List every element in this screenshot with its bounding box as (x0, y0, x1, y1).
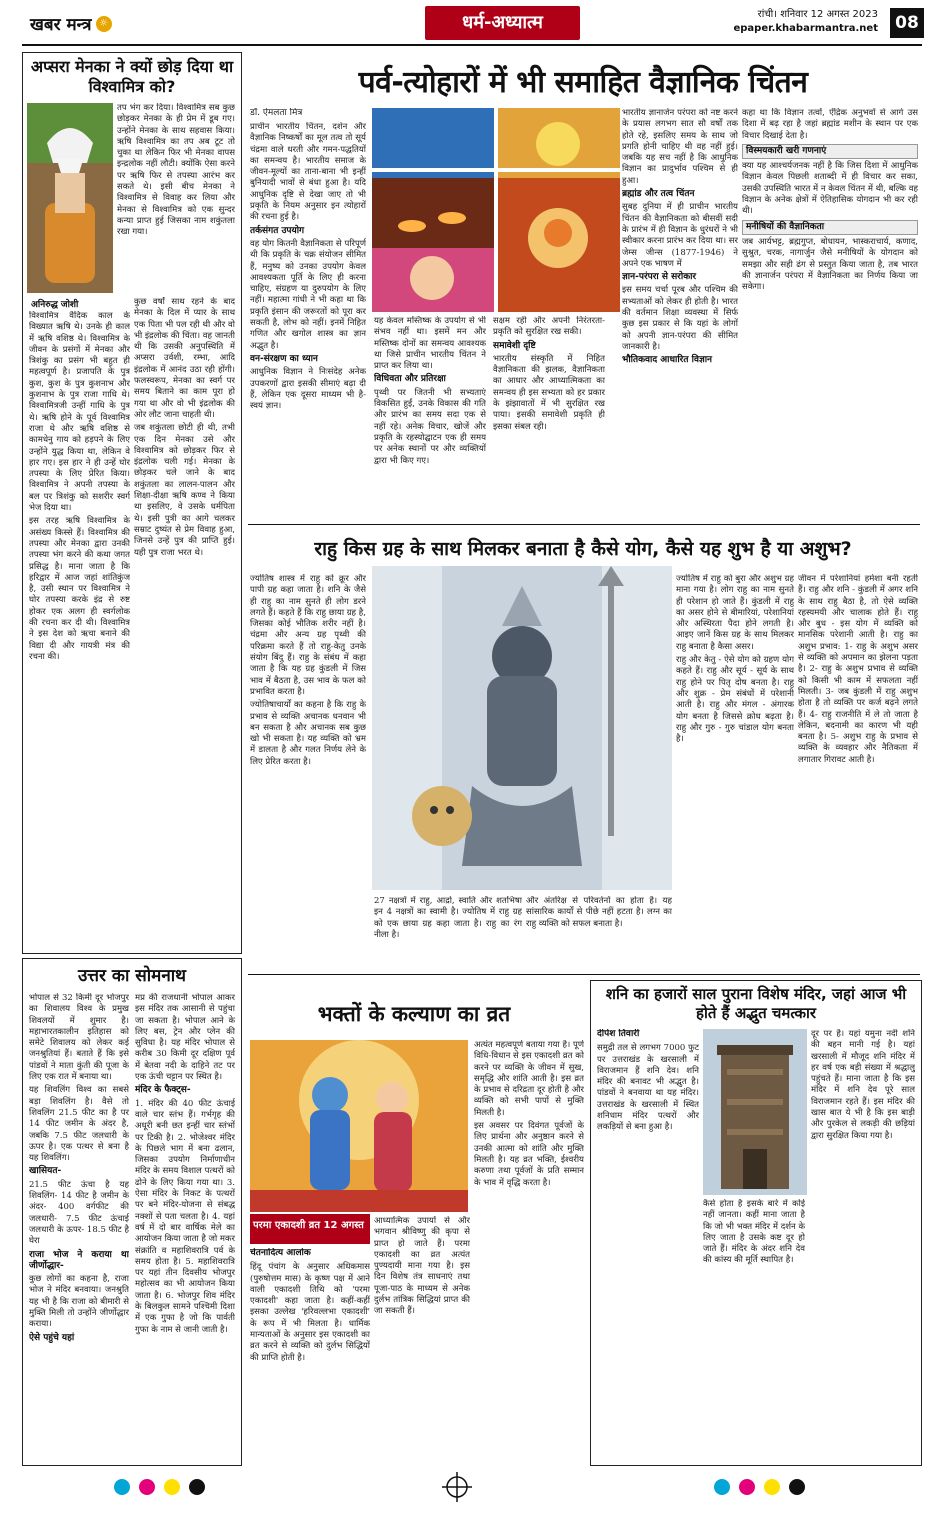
date-text: रांची। शनिवार 12 अगस्त 2023 (757, 9, 878, 20)
vigyan-col6-text: इस समय चर्चा पूरब और पश्चिम की सभ्यताओं को लेकर ही होती है। भारत की वर्तमान शिक्षा व्यवस्था में सिर्फ कुछ इस प्रकार से कि यहां के लोगों को अपनी ज्ञान-परंपरा की सीमित जानकारी है। (622, 285, 738, 352)
vigyan-sub5: ज्ञान-परंपरा से सरोकार (622, 272, 697, 283)
vigyan-col-5 (742, 108, 918, 518)
section-rule-2 (248, 974, 920, 975)
somnath-text1: भोपाल से 32 किमी दूर भोजपुर का शिवालय विश्व के प्रमुख शिवलयों में शुमार है। महाभारतकालीन इतिहास को समेटे शिवालय को लेकर कई जनश्रुतियां हैं। बताते हैं कि इसे पांडवों ने माता कुंती की पूजा के लिए एक रात में बनाया था। (29, 993, 129, 1083)
ekadashi-caption: परमा एकादशी व्रत 12 अगस्त (250, 1214, 370, 1244)
somnath-text3: 21.5 फीट ऊंचा है यह शिवलिंग- 14 फीट है जमीन के अंदर- 400 वर्गफीट की जलधारी- 7.5 फीट ऊंचाई जलधारी के ऊपर- 18.5 फीट है घेरा (29, 1179, 129, 1247)
vigyan-col11-text: जब आर्यभट्ट, ब्रह्मगुप्त, बोधायन, भास्कराचार्य, कणाद, सुश्रुत, चरक, नागार्जुन जैसे मनीषियों के योगदान को समझा और सही ढंग से प्रस्तुत किया जाता है, तब भारत की ज्ञानार्जन परंपरा में वैज्ञानिकता का निर्णय किया जा सकेगा। (742, 236, 918, 293)
dateline (700, 8, 878, 36)
vigyan-sub7: ब्रह्मांड और तत्व चिंतन (622, 189, 695, 200)
menka-title: अप्सरा मेनका ने क्यों छोड़ दिया था विश्वामित्र को? (30, 57, 234, 96)
vigyan-col-2 (374, 316, 486, 518)
menka-col-top (117, 103, 235, 293)
rishi-vishwamitra-illustration (27, 103, 113, 293)
rahu-col-1 (250, 574, 366, 892)
menka-author: अनिरुद्ध जोशी (31, 300, 79, 310)
vigyan-sub4: समावेशी दृष्टि (493, 340, 536, 351)
ekadashi-col4-text: इस अवसर पर दिवंगत पूर्वजों के लिए प्रार्थना और अनुष्ठान करने से उनकी आत्मा को शांति और मुक्ति मिलती है। यह व्रत भक्ति, ईश्वरीय करुणा तथा पूर्वजों के प्रति सम्मान के भाव में वृद्धि करता है। (474, 1121, 584, 1188)
rahu-col1-text: ज्योतिष शास्त्र में राहु को क्रूर और पापी ग्रह कहा जाता है। शनि के जैसे ही राहु का नाम सुनते ही लोग डरने लगते हैं। कहते हैं कि राहु छाया ग्रह है, जिसका कोई भौतिक शरीर नहीं है। चंद्रमा और अन्य ग्रह पृथ्वी की परिक्रमा करते हैं तो राहु-केतु उनके संयोग बिंदु हैं। राहु के संबंध में कहा जाता है कि यह ग्रह कुंडली में जिस भाव में बैठता है, उस भाव के फल को प्रभावित करता है। (250, 574, 366, 697)
vigyan-para1: प्राचीन भारतीय चिंतन, दर्शन और वैज्ञानिक निष्कर्षों का मूल तत्व तो सूर्य चंद्रमा वाले धरती और गमन-पद्धतियों का समन्वय है। भारतीय समाज के जीवन-मूल्यों का ताना-बाना भी इन्हीं बुनियादी भावों से बंधा हुआ है। यदि आधुनिक दृष्टि से देखा जाए तो भी प्रकृति के नियम अनुसार इन त्योहारों की रचना हुई है। (250, 122, 366, 223)
somnath-text2: यह शिवलिंग विश्व का सबसे बड़ा शिवलिंग है। वैसे तो शिवलिंग 21.5 फीट का है पर 14 फीट जमीन के अंदर है, जबकि 7.5 फीट जलधारी के ऊपर है। एक पत्थर से बना है यह शिवलिंग। (29, 1085, 129, 1164)
ekadashi-col-2 (374, 1216, 470, 1464)
vigyan-para2: वह योग कितनी वैज्ञानिकता से परिपूर्ण थी कि प्रकृति के चक्र संयोजन सीमित हैं, मनुष्य को उनका उपयोग केवल आवश्यकता पूर्ति के लिए ही करना चाहिए, संग्रहण या दुरुपयोग के लिए नहीं। महात्मा गांधी ने भी कहा था कि प्रकृति इंसान की जरूरतों को पूरा कर सकती है, लोभ को नहीं। इनमें निहित गणित और खगोल शास्त्र का ज्ञान अद्भुत है। (250, 238, 366, 351)
header-rule (22, 44, 922, 46)
shani-article (590, 980, 922, 1466)
somnath-title: उत्तर का सोमनाथ (29, 963, 235, 986)
rahu-col-4 (798, 574, 918, 970)
ekadashi-col2-text: आध्यात्मिक उपायों से और भगवान श्रीविष्णु की कृपा से प्राप्त हो जाते हैं। परमा एकादशी का व्रत अत्यंत पुण्यदायी माना गया है। इस दिन विशेष तंत्र साधनाएं तथा पूजा-पाठ के माध्यम से अनेक दुर्लभ तांत्रिक सिद्धियां प्राप्त की जा सकती हैं। (374, 1216, 470, 1317)
vigyan-author: डॉ. ऐमलता मित्र (250, 108, 303, 118)
somnath-text5: मप्र की राजधानी भोपाल आकर इस मंदिर तक आसानी से पहुंचा जा सकता है। भोपाल आने के लिए बस, ट्रेन और प्लेन की सुविधा है। यह मंदिर भोपाल से करीब 30 किमी दूर दक्षिण पूर्व में बेतवा नदी के दाहिने तट पर एक ऊंची चट्टान पर स्थित है। (135, 993, 235, 1083)
vigyan-para3: आधुनिक विज्ञान ने निःसंदेह अनेक उपकरणों द्वारा इसकी सीमाएं बढ़ा दी हैं, लेकिन एक दूसरा माध्यम भी है- स्वयं ज्ञान। (250, 367, 366, 412)
shani-col2-text: कैसे होता है इसके बारे में कोई नहीं जानता। कहीं माना जाता है कि जो भी भक्त मंदिर में दर्शन के लिए जाता है उसके कष्ट दूर हो जाते हैं। मंदिर के अंदर शनि देव की कांस्य की मूर्ति स्थापित है। (703, 1199, 805, 1266)
menka-para4: कुछ वर्षों साथ रहने के बाद मेनका के दिल में प्यार के साथ एक पिता भी पल रही थी और वो भी इंद्रलोक की चिंता। वह जानती थी कि उसकी अनुपस्थिति में अप्सरा उर्वशी, रम्भा, आदि इंद्रलोक में आनंद उठा रही होंगी। फलस्वरूप, मेनका का स्वर्ग पर समय बिताने का काम पूरा हो गया था और वो भी इंद्रलोक की ओर लौट जाना चाहती थी। (134, 297, 235, 420)
vigyan-col-3 (493, 316, 605, 518)
vigyan-sub6: भौतिकवाद आधारित विज्ञान (622, 355, 713, 366)
somnath-text4: कुछ लोगों का कहना है, राजा भोज ने मंदिर बनवाया। जनश्रुति यह भी है कि राजा को बीमारी से मुक्ति मिली तो उन्होंने जीर्णोद्धार कराया। (29, 1274, 129, 1330)
page-header (0, 0, 945, 44)
somnath-facts: 1. मंदिर की 40 फीट ऊंचाई वाले चार स्तंभ हैं। गर्भगृह की अधूरी बनी छत इन्हीं चार स्तंभों पर टिकी है। 2. भोजेश्वर मंदिर के पिछले भाग में बना ढलान, जिसका उपयोग निर्माणाधीन मंदिर के समय विशाल पत्थरों को ढोने के लिए किया गया था। 3. ऐसा मंदिर के निकट के पत्थरों पर बने मंदिर-योजना से संबद्ध नक्शों से पता चलता है। 4. यहां वर्ष में दो बार वार्षिक मेले का आयोजन किया जाता है जो मकर संक्रांति व महाशिवरात्रि पर्व के समय होता है। 5. महाशिवरात्रि पर यहां तीन दिवसीय भोजपुर महोत्सव का भी आयोजन किया जाता है। 6. भोजपुर शिव मंदिर के बिलकुल सामने पश्चिमी दिशा में एक गुफा है जो कि पार्वती गुफा के नाम से जानी जाती है। (135, 1098, 235, 1335)
shani-col3-text: दूर पर है। यहां यमुना नदी शनि की बहन मानी गई है। यहां खरसाली में मौजूद शनि मंदिर में हर वर्ष एक बड़ी संख्या में श्रद्धालु पहुंचते हैं। माना जाता है कि इस मंदिर में शनि देव पूरे साल विराजमान रहते हैं। इस मंदिर की खास बात ये भी है कि इस बाड़ी और पुरकेल से लकड़ी की छड़ियां द्वारा सुरक्षित किया गया है। (811, 1029, 915, 1141)
shani-author: दीपेश तिवारी (597, 1029, 640, 1039)
shani-col-2 (703, 1199, 805, 1459)
vigyan-col2-text: यह केवल मस्तिष्क के उपयोग से भी संभव नहीं था। इसमें मन और मस्तिष्क दोनों का समन्वय आवश्यक था जिसे प्राचीन भारतीय चिंतन ने प्राप्त कर लिया था। (374, 316, 486, 372)
somnath-subhead-reach: ऐसे पहुंचे यहां (29, 1332, 75, 1343)
print-registration-marks (22, 1472, 922, 1502)
vigyan-col-4 (622, 108, 738, 518)
menka-article (22, 52, 242, 954)
vigyan-sub8: विस्मयकारी खरी गणनाएं (742, 144, 918, 159)
rahu-col-3 (676, 574, 794, 892)
section-rule-1 (248, 524, 920, 525)
rahu-bottom2-text: और अंतरिक्ष से परिवर्तनों का होता है। यह सांसारिक कार्यों से पीछे नहीं हटता है। लग्न का राहु व्यक्ति को सफल बनाता है। (526, 896, 672, 929)
rahu-col3-text: ज्योतिष में राहु को बुरा और अशुभ ग्रह माना गया है। लोग राहु का नाम सुनते ही परेशान हो जाते हैं। कुंडली में राहु का असर होने से बीमारियां, परेशानियां और अस्थिरता पैदा होने लगती है। आइए जानें किस ग्रह के साथ मिलकर राहु बनाता है कैसा असर। (676, 574, 794, 652)
vigyan-col5-text: भारतीय संस्कृति में निहित वैज्ञानिकता की झलक, वैज्ञानिकता का आधार और आध्यात्मिकता का समन्वय ही इस सभ्यता को हर प्रकार के झंझावातों में भी सुरक्षित रख पाया। इसकी समावेशी प्रकृति ही इसका संबल रही। (493, 353, 605, 432)
menka-col-left (29, 311, 130, 947)
shani-temple-image (703, 1029, 807, 1195)
vigyan-col7-text: भारतीय ज्ञानार्जन परंपरा को नष्ट करने के प्रयास लगभग सात सौ वर्षों तक होते रहे, इसलिए समय के साथ जो प्रगति होनी चाहिए थी वह नहीं हुई। जबकि यह सच नहीं है कि आधुनिक विज्ञान का प्रादुर्भाव पश्चिम से ही हुआ। (622, 108, 738, 186)
vigyan-col9-text: कहा था कि विज्ञान तत्वों, ऐंद्रिक अनुभवों से आगे उस दिशा में बढ़ रहा है जहां ब्रह्मांड मशीन के स्थान पर एक विचार दिखाई देता है। (742, 108, 918, 141)
vigyan-col3-text: पृथ्वी पर जितनी भी सभ्यताएं विकसित हुईं, उनके विकास की गति और प्रारंभ का समय सदा एक से नहीं रहे। अनेक विचार, खोजें और प्रकृति के रहस्योद्घाटन एक ही समय पर अनेक स्थानों पर और व्यक्तियों द्वारा भी किए गए। (374, 387, 486, 466)
ekadashi-col1-text: हिंदू पंचांग के अनुसार अधिकमास (पुरुषोत्तम मास) के कृष्ण पक्ष में आने वाली एकादशी तिथि को 'परमा एकादशी' कहा जाता है। कहीं-कहीं इसका उल्लेख 'हरिवल्लभा एकादशी' के रूप में भी मिलता है। धार्मिक मान्यताओं के अनुसार इस एकादशी का व्रत करने से व्यक्ति को दुर्लभ सिद्धियों की प्राप्ति होती है। (250, 1262, 370, 1363)
festival-collage-image (372, 108, 620, 312)
logo-text: खबर मन्त्र (30, 15, 92, 35)
somnath-article (22, 958, 242, 1466)
vigyan-sub3: विधिवता और प्रतिरक्षा (374, 374, 446, 385)
shani-col-3 (811, 1029, 915, 1459)
somnath-subhead-bhoj: राजा भोज ने कराया था जीर्णोद्धार- (29, 1249, 129, 1271)
somnath-col-right (135, 993, 235, 1459)
vigyan-sub1: तर्कसंगत उपयोग (250, 225, 305, 236)
rahu-bottom-2 (526, 896, 672, 968)
menka-para5: जब शकुंतला छोटी ही थी, तभी एक दिन मेनका उसे और विश्वामित्र को छोड़कर फिर से इंद्रलोक चली गई। मेनका के छोड़कर चले जाने के बाद शकुंतला का लालन-पालन और शिक्षा-दीक्षा ऋषि कण्व ने किया था इसलिए, वे उसके धर्मपिता थे। इसी पुत्री का आगे चलकर सम्राट दुष्यंत से प्रेम विवाह हुआ, जिनसे उन्हें पुत्र की प्राप्ति हुई। यही पुत्र राजा भरत थे। (134, 423, 235, 558)
rahu-headline: राहु किस ग्रह के साथ मिलकर बनाता है कैसे योग, कैसे यह शुभ है या अशुभ? (314, 538, 852, 560)
vigyan-col8-text: सुबह दुनिया में ही प्राचीन भारतीय चिंतन की वैज्ञानिकता को बीसवीं सदी के प्रारंभ में ही विज्ञान के धुरंधरों ने भी स्वीकार करना प्रारंभ कर दिया था। सर जेम्स जीन्स (1877-1946) ने अपने एक भाषण में (622, 202, 738, 269)
vigyan-col4-text: सक्षम रही और अपनी निरंतरता-प्रकृति को सुरक्षित रख सकी। (493, 316, 605, 338)
menka-para2: इस तरह ऋषि विश्वामित्र के असंख्य किस्से हैं। विश्वामित्र की तपस्या और मेनका द्वारा उनकी तपस्या भंग करने की कथा जगत प्रसिद्ध है। माना जाता है कि हरिद्वार में आज जहां शांतिकुंज है, उसी स्थान पर विश्वामित्र ने घोर तपस्या करके इंद्र से रुष्ट होकर एक अलग ही स्वर्गलोक की रचना कर दी थी। विश्वामित्र ने इस देश को ऋचा बनाने की विद्या दी और गायत्री मंत्र की रचना की। (29, 516, 130, 662)
logo-emblem-icon: ☼ (96, 16, 112, 32)
ekadashi-col3-text: अत्यंत महत्वपूर्ण बताया गया है। पूर्ण विधि-विधान से इस एकादशी व्रत को करने पर व्यक्ति के जीवन में सुख, समृद्धि और शांति आती है। इस व्रत के प्रभाव से दरिद्रता दूर होती है और व्यक्ति को सभी पापों से मुक्ति मिलती है। (474, 1040, 584, 1118)
vigyan-sub2: वन-संरक्षण का ध्यान (250, 353, 318, 364)
shani-col-1 (597, 1029, 699, 1459)
rahu-col4-text: जीवन में परेशानियां हमेशा बनी रहती हैं। राहु और शनि - कुंडली में अगर शनि के साथ राहु बैठा है, तो ऐसे व्यक्ति रहस्यमयी और चालाक होते हैं। राहु और बुध - इस योग में व्यक्ति को मानसिक परेशानी आती है। राहु का अशुभ प्रभाव: 1- राहु के अशुभ असर से व्यक्ति को अपमान का झेलना पड़ता है। 2- राहु के अशुभ प्रभाव से व्यक्ति को किसी भी काम में सफलता नहीं मिलती। 3- जब कुंडली में राहु अशुभ होता है तो व्यक्ति पर कर्ज बढ़ने लगते हैं। 4- राहु राजनीति में ले तो जाता है लेकिन, बदनामी का कारण भी यही बनता है। 5- अशुभ राहु के प्रभाव से व्यक्ति के व्यवहार और नैतिकता में लगातार गिरावट आती है। (798, 574, 918, 765)
website-link[interactable]: epaper.khabarmantra.net (733, 23, 878, 34)
vigyan-headline: पर्व-त्योहारों में भी समाहित वैज्ञानिक चिंतन (358, 65, 808, 100)
vigyan-sub9: मनीषियों की वैज्ञानिकता (742, 220, 918, 235)
vishnu-lakshmi-image (250, 1040, 468, 1212)
menka-col-right (134, 297, 235, 947)
rahu-col3-items: राहु और केतु - ऐसे योग को ग्रहण योग कहते हैं। राहु और सूर्य - सूर्य के साथ राहु होने पर पितृ दोष बनता है। राहु और शुक्र - प्रेम संबंधों में परेशानी आती है। राहु और मंगल - अंगारक योग बनता है जिससे क्रोध बढ़ता है। राहु और गुरु - गुरु चांडाल योग बनता है। (676, 655, 794, 745)
menka-para3: तप भंग कर दिया। विश्वामित्र सब कुछ छोड़कर मेनका के ही प्रेम में डूब गए। उन्होंने मेनका के साथ सहवास किया। ऋषि विश्वामित्र का तप अब टूट तो चुका था लेकिन फिर भी मेनका वापस इन्द्रलोक नहीं लौटी। क्योंकि ऐसा करने पर ऋषि फिर से तपस्या आरंभ कर सकते थे। इसी बीच मेनका ने विश्वामित्र से विवाह कर लिया और मेनका से विश्वामित्र को एक सुन्दर कन्या प्राप्त हुई जिसका नाम शकुंतला रखा गया। (117, 103, 235, 238)
shani-col1-text: समुद्री तल से लगभग 7000 फुट पर उत्तराखंड के खरसाली में विराजमान हैं शनि देव। शनि मंदिर की बनावट भी अद्भुत है। पांडवों ने बनवाया था यह मंदिर। उत्तराखंड के खरसाली में स्थित शनिधाम मंदिर पत्थरों और लकड़ियों से बना हुआ है। (597, 1043, 699, 1133)
vigyan-col10-text: क्या यह आश्चर्यजनक नहीं है कि जिस दिशा में आधुनिक विज्ञान केवल पिछली शताब्दी में ही विचार कर सका, उसकी उपस्थिति भारत में न केवल चिंतन में थी, बल्कि वह विज्ञान के अनेक क्षेत्रों में ऐतिहासिक योगदान भी कर रही थी। (742, 161, 918, 217)
rahu-bottom-1 (374, 896, 522, 968)
ekadashi-col-1 (250, 1248, 370, 1464)
vigyan-col-1 (250, 122, 366, 518)
somnath-col-left (29, 993, 129, 1459)
ekadashi-author: चेतनादित्य आलोक (250, 1248, 311, 1258)
section-banner: धर्म-अध्यात्म (425, 6, 580, 40)
ekadashi-col-3 (474, 1040, 584, 1464)
shani-headline: शनि का हजारों साल पुराना विशेष मंदिर, जहां आज भी होते हैं अद्भुत चमत्कार (605, 985, 907, 1022)
masthead-logo (30, 12, 112, 35)
rahu-col2-text: ज्योतिषाचार्यों का कहना है कि राहु के प्रभाव से व्यक्ति अचानक धनवान भी बन सकता है और अचानक सब कुछ खो भी सकता है। यह व्यक्ति को भ्रम में डालता है और गलत निर्णय लेने के लिए प्रेरित करता है। (250, 700, 366, 767)
rahu-bottom1-text: 27 नक्षत्रों में राहु, आर्द्रा, स्वाति और शतभिषा इन 4 नक्षत्रों का स्वामी है। ज्योतिष में राहु ग्रह को एक छाया ग्रह कहा जाता है। राहु का रंग नीला है। (374, 896, 522, 940)
ekadashi-headline: भक्तों के कल्याण का व्रत (317, 1002, 511, 1026)
somnath-subhead-features: खासियत- (29, 1166, 62, 1177)
rahu-deity-image (372, 566, 672, 890)
menka-para1: विश्वामित्र वैदिक काल के विख्यात ऋषि थे। उनके ही काल में ऋषि वशिष्ठ थे। विश्वामित्र के जीवन के प्रसंगों में मेनका और त्रिशंकु का प्रसंग भी बहुत ही महत्वपूर्ण है। प्रजापति के पुत्र कुश, कुश के पुत्र कुशनाभ और कुशनाभ के पुत्र राजा गाधि थे। विश्वामित्रजी उन्हीं गाधि के पुत्र थे। ऋषि होने के पूर्व विश्वामित्र राजा थे और ऋषि वशिष्ठ से कामधेनु गाय को हड़पने के लिए उन्होंने युद्ध किया था, लेकिन वे हार गए। इस हार ने ही उन्हें घोर तपस्या के लिए प्रेरित किया। विश्वामित्र ने अपनी तपस्या के बल पर त्रिशंकु को सशरीर स्वर्ग भेज दिया था। (29, 311, 130, 514)
somnath-subhead-facts: मंदिर के फैक्ट्स- (135, 1085, 191, 1096)
page-number: 08 (890, 8, 924, 38)
